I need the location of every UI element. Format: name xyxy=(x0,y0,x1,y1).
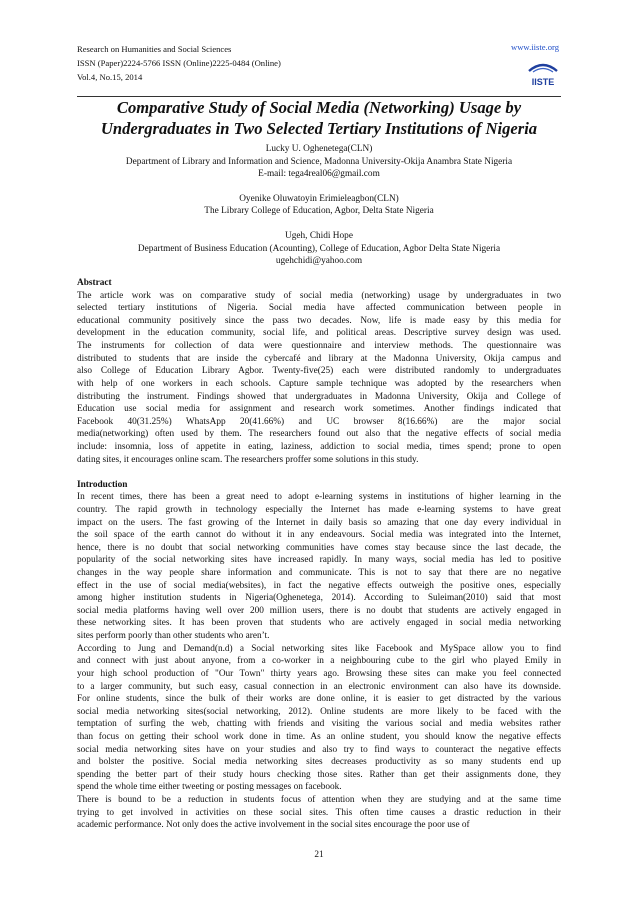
author-affiliation: The Library College of Education, Agbor, Delta State Nigeria xyxy=(204,206,434,217)
text-line: According to Jung and Demand(n.d) a Social networking sites like Facebook and MySpace allow you to find xyxy=(77,643,561,654)
issn-line: ISSN (Paper)2224-5766 ISSN (Online)2225-0484 (Online) xyxy=(77,58,281,68)
text-line: Education use social media for assignment and research work sometimes. Another findings indicated that xyxy=(77,404,561,415)
text-line: to a larger community, but such easy, casual connection in an electronic environment can also have its downside. xyxy=(77,681,561,692)
text-line: include: insomnia, loss of appetite in eating, laziness, addiction to social media, times spend; prone to open xyxy=(77,441,561,452)
author-email: ugehchidi@yahoo.com xyxy=(275,256,363,267)
text-line: Facebook 40(31.25%) WhatsApp 20(41.66%) and UC browser 8(16.66%) are the major social xyxy=(77,416,561,427)
author-email: E-mail: tega4real06@gmail.com xyxy=(258,169,380,180)
author-name: Oyenike Oluwatoyin Erimieleagbon(CLN) xyxy=(239,193,399,204)
introduction-text xyxy=(77,491,561,831)
volume-line: Vol.4, No.15, 2014 xyxy=(77,72,143,82)
text-line: The instruments for collection of data were questionnaire and interview methods. The questionnaire was xyxy=(77,341,561,352)
text-line: your high school production of "Our Town" thirty years ago. Browsing these sites can make you feel connected xyxy=(77,668,561,679)
title-line-2: Undergraduates in Two Selected Tertiary Institutions of Nigeria xyxy=(100,119,538,138)
text-line: media(networking) often used by them. The researchers found out also that the negative effects of social media xyxy=(77,429,561,440)
text-line: and connect with just about anyone, from a co-worker in a neighbouring cube to the girl who played Emily in xyxy=(77,656,561,667)
text-line: For online students, since the bulk of their works are done online, it is easier to get distracted by the various xyxy=(77,694,561,705)
text-line: social media networking sites have on your studies and also try to find ways to counteract the negative effects xyxy=(77,744,561,755)
text-line: effect in the use of social media(websites), in fact the negative effects outweigh the positive ones, especially xyxy=(77,580,561,591)
text-line: academic performance. Not only does the active involvement in the social sites encourage the poor use of xyxy=(77,820,470,831)
abstract-heading: Abstract xyxy=(77,278,112,288)
journal-website-link[interactable]: www.iiste.org xyxy=(511,42,559,52)
iiste-logo-icon xyxy=(527,62,559,88)
text-line: In recent times, there has been a great need to adopt e-learning systems in institutions of higher learning in the xyxy=(77,492,561,503)
running-header xyxy=(77,42,281,84)
abstract-text xyxy=(77,290,561,467)
text-line: temptation of surfing the web, chatting with friends and visiting the various social and media websites rather xyxy=(77,719,561,730)
author-block xyxy=(60,143,578,268)
text-line: social media platforms having well over 200 million users, there is no doubt that students are actively engaged in xyxy=(77,605,561,616)
text-line: than focus on getting their school work done in time. As an online student, you should know the negative effects xyxy=(77,731,561,742)
text-line: spending the better part of their study hours checking those sites. Rather than get their assignments done, they xyxy=(77,769,561,780)
text-line: country. The rapid growth in technology especially the Internet has made e-learning systems to have great xyxy=(77,505,561,515)
author-affiliation: Department of Library and Information and Science, Madonna University-Okija Anambra State Nigeria xyxy=(125,156,513,167)
text-line: development in the education community, social life, and political areas. Descriptive survey design was used. xyxy=(77,328,561,339)
text-line: dating sites, it encourages online scam. The researchers proffer some solutions in this study. xyxy=(77,454,419,465)
paper-title xyxy=(77,97,561,139)
text-line: hence, there is no doubt that social networking communities have comes stay because since the last decade, the xyxy=(77,542,561,553)
introduction-heading: Introduction xyxy=(77,479,128,490)
paper-body xyxy=(77,277,561,832)
author-affiliation: Department of Business Education (Acounting), College of Education, Agbor Delta State Nigeria xyxy=(137,243,501,254)
text-line: social media networking sites(social networking, 2012). Online students are more likely to be faced with the xyxy=(77,706,561,717)
text-line: spend the whole time either tweeting or posting messages on facebook. xyxy=(77,782,342,793)
text-line: with help of one workers in each schools. Capture sample technique was adopted by the researchers when xyxy=(77,378,561,389)
text-line: trying to get involved in activities on these social sites. This often time causes a drastic reduction in their xyxy=(77,807,561,818)
author-name: Lucky U. Oghenetega(CLN) xyxy=(265,144,373,154)
text-line: changes in the way people share information and communicate. This is not to say that there are no negative xyxy=(77,568,561,579)
text-line: The article work was on comparative study of social media (networking) usage by undergraduates in two xyxy=(77,290,561,301)
text-line: distributed to students that are inside the cybercafé and library at the Madonna University, Okija campus and xyxy=(77,353,561,364)
svg-text:IISTE: IISTE xyxy=(531,77,555,87)
text-line: selected tertiary institutions of Nigeria. Social media have affected communication between people in xyxy=(77,303,561,314)
text-line: the soil space of the earth cannot do without it in any endeavours. Social media was integrated into the Internet, xyxy=(77,530,561,541)
journal-name: Research on Humanities and Social Sciences xyxy=(77,44,232,54)
title-line-1: Comparative Study of Social Media (Networking) Usage by xyxy=(116,98,522,117)
page-number: 21 xyxy=(314,850,324,860)
text-line: popularity of the social networking sites have increased rapidly. In many ways, social media has led to positive xyxy=(77,555,561,566)
text-line: educational community positively since the pass two decades. Now, life is made easy by this media for xyxy=(77,315,561,326)
text-line: among higher institution students in Nigeria(Oghenetega, 2014). According to Suleiman(2010) said that most xyxy=(77,593,561,604)
text-line: impact on the users. The fast growing of the Internet in daily basis so amazing that one day every individual in xyxy=(77,517,561,528)
text-line: these networking sites. It has been proven that students who are actively engaged in social media networking xyxy=(77,618,561,629)
text-line: distributing the instrument. Findings showed that undergraduates in Madonna University, Okija and College of xyxy=(77,391,561,402)
author-name: Ugeh, Chidi Hope xyxy=(285,230,353,241)
text-line: sites perform poorly than other students who aren’t. xyxy=(77,631,270,642)
text-line: also College of Education Library Agbor. Twenty-five(25) each were distributed randomly to undergraduates xyxy=(77,366,561,377)
text-line: There is bound to be a reduction in students focus of attention when they are studying and at the same time xyxy=(77,795,561,806)
text-line: and bolster the positive. Social media networking sites decreases productivity as so many students end up xyxy=(77,757,561,768)
